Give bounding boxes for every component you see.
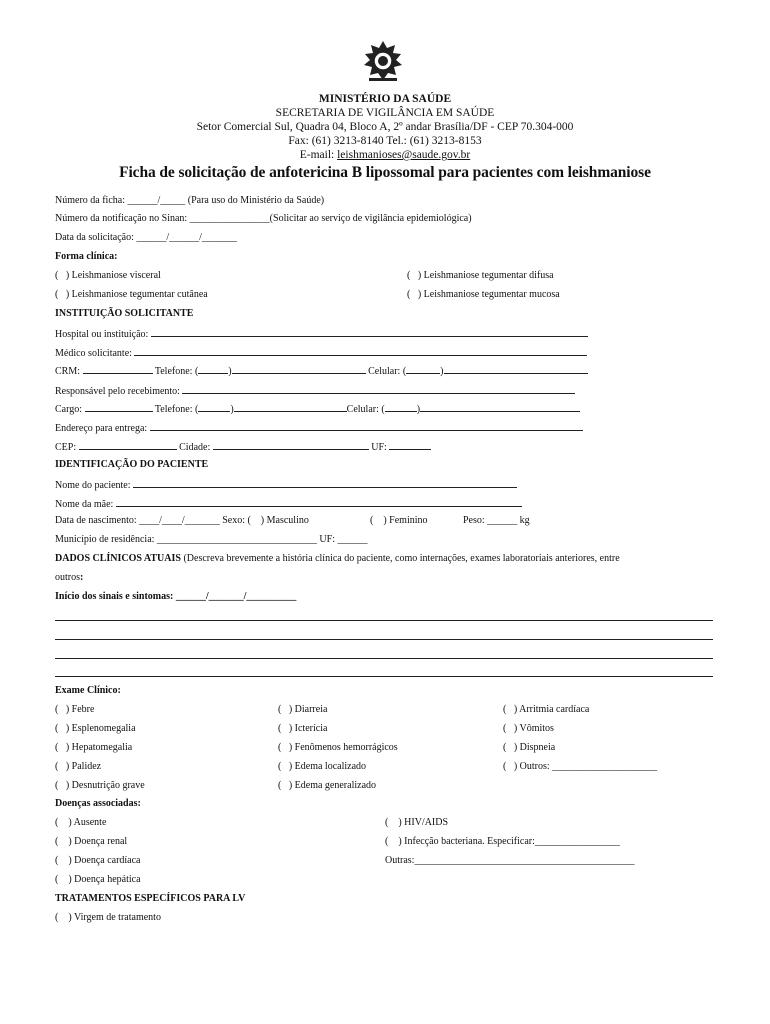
hospital-label: Hospital ou instituição:	[55, 329, 149, 340]
tratamentos-heading: TRATAMENTOS ESPECÍFICOS PARA LV	[55, 893, 246, 904]
cargo-input-line[interactable]	[85, 402, 153, 412]
nascimento-sexo-field[interactable]: Data de nascimento: ____/____/_______ Sexo: ( ) Masculino	[55, 515, 309, 526]
checkbox-esplenomegalia[interactable]: ( ) Esplenomegalia	[55, 723, 136, 734]
cargo-telefone-label: Telefone: (	[152, 404, 199, 415]
history-line-4[interactable]	[55, 676, 713, 677]
nome-paciente-field[interactable]	[55, 478, 517, 492]
checkbox-hepatomegalia[interactable]: ( ) Hepatomegalia	[55, 742, 133, 753]
hospital-field[interactable]	[55, 327, 588, 341]
crm-input-line[interactable]	[83, 364, 153, 374]
uf-label: UF:	[368, 442, 390, 453]
cargo-celular-input-line[interactable]	[420, 402, 580, 412]
checkbox-leish-cutanea[interactable]: ( ) Leishmaniose tegumentar cutânea	[55, 289, 208, 300]
email-label: E-mail:	[299, 149, 338, 161]
telefone-input-line[interactable]	[232, 364, 366, 374]
checkbox-leish-mucosa[interactable]: ( ) Leishmaniose tegumentar mucosa	[407, 289, 560, 300]
cidade-label: Cidade:	[176, 442, 213, 453]
secretariat-name: SECRETARIA DE VIGILÂNCIA EM SAÚDE	[275, 107, 495, 119]
cargo-phone-row: Cargo: Telefone: ( ) Celular: ( )	[55, 402, 580, 416]
history-line-1[interactable]	[55, 620, 713, 621]
outras-doencas-field[interactable]: Outras:____________________________________________	[385, 855, 635, 866]
cargo-celular-label: Celular: (	[346, 404, 385, 415]
checkbox-desnutricao[interactable]: ( ) Desnutrição grave	[55, 780, 145, 791]
numero-ficha-field[interactable]: Número da ficha: ______/_____ (Para uso do Ministério da Saúde)	[55, 195, 325, 206]
medico-input-line[interactable]	[134, 346, 587, 356]
dados-clinicos-colon: :	[80, 572, 84, 583]
hospital-input-line[interactable]	[151, 327, 588, 337]
cargo-telefone-ddd-line[interactable]	[198, 402, 230, 412]
checkbox-infeccao-bacteriana[interactable]: ( ) Infecção bacteriana. Especificar:_________________	[385, 836, 620, 847]
checkbox-edema-generalizado[interactable]: ( ) Edema generalizado	[278, 780, 377, 791]
history-line-2[interactable]	[55, 639, 713, 640]
cep-input-line[interactable]	[79, 440, 177, 450]
ministry-phones: Fax: (61) 3213-8140 Tel.: (61) 3213-8153	[288, 135, 482, 147]
nome-mae-input-line[interactable]	[116, 497, 522, 507]
checkbox-doenca-cardiaca[interactable]: ( ) Doença cardíaca	[55, 855, 141, 866]
cargo-label: Cargo:	[55, 404, 85, 415]
responsavel-input-line[interactable]	[182, 384, 575, 394]
dados-clinicos-line2	[55, 572, 83, 584]
celular-input-line[interactable]	[444, 364, 588, 374]
forma-clinica-heading: Forma clínica:	[55, 251, 118, 262]
telefone-label: Telefone: (	[152, 366, 199, 377]
checkbox-doenca-hepatica[interactable]: ( ) Doença hepática	[55, 874, 141, 885]
checkbox-edema-localizado[interactable]: ( ) Edema localizado	[278, 761, 367, 772]
checkbox-palidez[interactable]: ( ) Palidez	[55, 761, 102, 772]
dados-clinicos-line	[55, 553, 620, 565]
checkbox-febre[interactable]: ( ) Febre	[55, 704, 95, 715]
checkbox-vomitos[interactable]: ( ) Vômitos	[503, 723, 554, 734]
checkbox-hiv[interactable]: ( ) HIV/AIDS	[385, 817, 449, 828]
medico-label: Médico solicitante:	[55, 348, 132, 359]
nome-paciente-label: Nome do paciente:	[55, 480, 131, 491]
instituicao-heading: INSTITUIÇÃO SOLICITANTE	[55, 308, 194, 319]
checkbox-virgem-tratamento[interactable]: ( ) Virgem de tratamento	[55, 912, 161, 923]
paciente-heading: IDENTIFICAÇÃO DO PACIENTE	[55, 459, 209, 470]
notificacao-field[interactable]: Número da notificação no Sinan: ________________(Solicitar ao serviço de vigilância epidemiológica)	[55, 213, 472, 224]
endereco-input-line[interactable]	[150, 421, 583, 431]
dados-clinicos-heading: DADOS CLÍNICOS ATUAIS	[55, 553, 181, 564]
checkbox-feminino[interactable]: ( ) Feminino	[370, 515, 428, 526]
checkbox-ausente[interactable]: ( ) Ausente	[55, 817, 107, 828]
brazil-coat-of-arms-icon	[361, 40, 405, 84]
cep-cidade-uf-row	[55, 440, 431, 454]
uf-input-line[interactable]	[389, 440, 431, 450]
doencas-heading: Doenças associadas:	[55, 798, 141, 809]
data-solicitacao-field[interactable]: Data da solicitação: ______/______/_______	[55, 232, 237, 243]
celular-ddd-line[interactable]	[406, 364, 440, 374]
form-title: Ficha de solicitação de anfotericina B lipossomal para pacientes com leishmaniose	[119, 164, 651, 181]
responsavel-field[interactable]	[55, 384, 575, 398]
crm-phone-row: CRM: Telefone: ( ) Celular: ( )	[55, 364, 588, 378]
ministry-address: Setor Comercial Sul, Quadra 04, Bloco A, 2º andar Brasília/DF - CEP 70.304-000	[196, 121, 574, 133]
cidade-input-line[interactable]	[213, 440, 369, 450]
dados-clinicos-description: (Descreva brevemente a história clínica do paciente, como internações, exames laboratoriais anteriores, entre	[180, 553, 620, 564]
ministry-email-line	[0, 148, 770, 162]
checkbox-leish-visceral[interactable]: ( ) Leishmaniose visceral	[55, 270, 161, 281]
medico-field[interactable]	[55, 346, 587, 360]
endereco-field[interactable]	[55, 421, 583, 435]
exame-clinico-heading: Exame Clínico:	[55, 685, 121, 696]
email-link[interactable]: leishmanioses@saude.gov.br	[337, 149, 471, 161]
checkbox-leish-difusa[interactable]: ( ) Leishmaniose tegumentar difusa	[407, 270, 554, 281]
nome-mae-field[interactable]	[55, 497, 522, 511]
cargo-telefone-input-line[interactable]	[234, 402, 347, 412]
crm-label: CRM:	[55, 366, 83, 377]
cargo-celular-ddd-line[interactable]	[385, 402, 417, 412]
checkbox-arritmia[interactable]: ( ) Arritmia cardíaca	[503, 704, 590, 715]
dados-clinicos-description-end: outros	[55, 572, 80, 583]
telefone-ddd-line[interactable]	[198, 364, 228, 374]
checkbox-ictericia[interactable]: ( ) Icterícia	[278, 723, 328, 734]
inicio-sintomas-field[interactable]: Início dos sinais e sintomas: ______/_______/__________	[55, 591, 297, 602]
endereco-label: Endereço para entrega:	[55, 423, 148, 434]
municipio-field[interactable]: Município de residência: ________________________________ UF: ______	[55, 534, 368, 545]
peso-field[interactable]: Peso: ______ kg	[463, 515, 530, 526]
checkbox-outros-exame[interactable]: ( ) Outros: _____________________	[503, 761, 658, 772]
responsavel-label: Responsável pelo recebimento:	[55, 386, 180, 397]
celular-label: Celular: (	[368, 366, 407, 377]
checkbox-doenca-renal[interactable]: ( ) Doença renal	[55, 836, 128, 847]
history-line-3[interactable]	[55, 658, 713, 659]
nome-paciente-input-line[interactable]	[133, 478, 517, 488]
checkbox-hemorragicos[interactable]: ( ) Fenômenos hemorrágicos	[278, 742, 398, 753]
ministry-name: MINISTÉRIO DA SAÚDE	[318, 93, 452, 105]
checkbox-diarreia[interactable]: ( ) Diarreia	[278, 704, 328, 715]
checkbox-dispneia[interactable]: ( ) Dispneia	[503, 742, 556, 753]
nome-mae-label: Nome da mãe:	[55, 499, 114, 510]
cep-label: CEP:	[55, 442, 79, 453]
